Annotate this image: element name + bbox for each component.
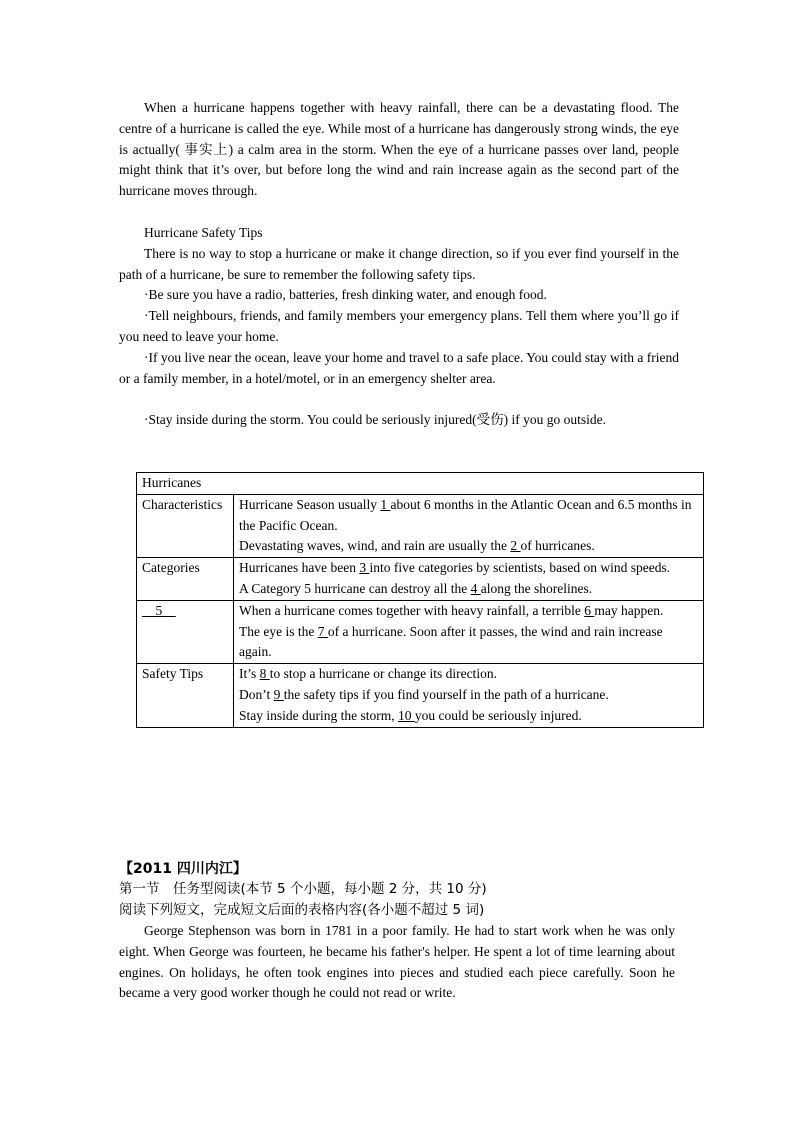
table-line xyxy=(239,622,698,664)
hurricane-table xyxy=(136,472,704,728)
passage-paragraph-2: There is no way to stop a hurricane or make it change direction, so if you ever find yourself in the path of a hurricane, be sure to remember the following safety tips. xyxy=(119,246,679,282)
source-year: 2011 xyxy=(133,861,172,877)
line-text: the safety tips if you find yourself in the path of a hurricane. xyxy=(283,686,609,702)
table-title-row xyxy=(137,473,704,495)
answer-blank-8[interactable]: 8 xyxy=(259,666,270,682)
table-content xyxy=(234,600,704,663)
passage-heading: Hurricane Safety Tips xyxy=(144,225,263,240)
line-text: to stop a hurricane or change its direction. xyxy=(269,666,497,682)
line-text: It’s xyxy=(239,666,260,682)
table-category: Categories xyxy=(137,558,234,601)
table-content xyxy=(234,664,704,727)
line-text: Devastating waves, wind, and rain are usually the xyxy=(239,538,511,554)
section-instruction-2: 阅读下列短文，完成短文后面的表格内容(各小题不超过 5 词) xyxy=(119,902,485,918)
answer-blank-6[interactable]: 6 xyxy=(584,602,595,618)
table-line xyxy=(239,601,698,622)
line-text: When a hurricane comes together with heavy rainfall, a terrible xyxy=(239,602,585,618)
line-text: about 6 months in the Atlantic Ocean and 6.5 months in the Pacific Ocean. xyxy=(239,496,692,533)
bracket-close: 】 xyxy=(232,861,247,877)
line-text: of a hurricane. Soon after it passes, the wind and rain increase again. xyxy=(239,623,663,660)
table-line xyxy=(239,664,698,685)
line-text: Hurricane Season usually xyxy=(239,496,381,512)
line-text: Hurricanes have been xyxy=(239,560,360,576)
answer-blank-9[interactable]: 9 xyxy=(273,686,284,702)
table-line xyxy=(239,558,698,579)
answer-blank-2[interactable]: 2 xyxy=(510,538,521,554)
section-paragraph-1: George Stephenson was born in 1781 in a poor family. He had to start work when he was only eight. When George was fourteen, he became his father's helper. He spent a lot of time learning about engines. On holidays, he often took engines into pieces and studied each piece carefully. Soon he became a very good worker though he could not read or write. xyxy=(119,923,675,1001)
line-text: Stay inside during the storm, xyxy=(239,707,398,723)
safety-tip-3: ·If you live near the ocean, leave your home and travel to a safe place. You could stay with a friend or a family member, in a hotel/motel, or in an emergency shelter area. xyxy=(119,350,679,386)
line-text: A Category 5 hurricane can destroy all the xyxy=(239,580,471,596)
line-text: into five categories by scientists, based on wind speeds. xyxy=(369,560,671,576)
table-row xyxy=(137,600,704,663)
table-row xyxy=(137,494,704,557)
line-text: along the shorelines. xyxy=(480,580,593,596)
table-title: Hurricanes xyxy=(137,473,704,495)
section-source-label xyxy=(119,858,247,878)
answer-blank-1[interactable]: 1 xyxy=(380,496,391,512)
answer-blank-3[interactable]: 3 xyxy=(359,560,370,576)
answer-blank-7[interactable]: 7 xyxy=(317,623,328,639)
answer-blank-4[interactable]: 4 xyxy=(470,580,481,596)
table-line xyxy=(239,536,698,557)
line-text: of hurricanes. xyxy=(520,538,595,554)
table-line xyxy=(239,685,698,706)
table-line xyxy=(239,579,698,600)
table-row xyxy=(137,558,704,601)
table-category-blank-5[interactable] xyxy=(137,600,234,663)
table-category: Safety Tips xyxy=(137,664,234,727)
table-line xyxy=(239,495,698,537)
answer-blank-5[interactable]: 5 xyxy=(142,602,176,618)
table-content xyxy=(234,494,704,557)
table-category: Characteristics xyxy=(137,494,234,557)
line-text: you could be seriously injured. xyxy=(414,707,582,723)
safety-tip-2: ·Tell neighbours, friends, and family members your emergency plans. Tell them where you’ll go if you need to leave your home. xyxy=(119,308,679,344)
table-content xyxy=(234,558,704,601)
line-text: The eye is the xyxy=(239,623,318,639)
bracket-open: 【 xyxy=(119,861,133,877)
safety-tip-1: ·Be sure you have a radio, batteries, fresh dinking water, and enough food. xyxy=(144,287,547,302)
section-instruction-1: 第一节 任务型阅读(本节 5 个小题，每小题 2 分，共 10 分) xyxy=(119,881,487,897)
answer-blank-10[interactable]: 10 xyxy=(398,707,415,723)
line-text: Don’t xyxy=(239,686,274,702)
source-place: 四川内江 xyxy=(171,861,233,877)
table-row xyxy=(137,664,704,727)
passage-paragraph-1: When a hurricane happens together with heavy rainfall, there can be a devastating flood. The centre of a hurricane is called the eye. While most of a hurricane has dangerously strong winds, the eye is actually( 事实上) a calm area in the storm. When the eye of a hurricane passes over land, people might think that it’s over, but before long the wind and rain increase again as the second part of the hurricane moves through. xyxy=(119,100,679,199)
line-text: may happen. xyxy=(594,602,664,618)
safety-tip-4: ·Stay inside during the storm. You could be seriously injured(受伤) if you go outside. xyxy=(144,412,606,427)
table-line xyxy=(239,706,698,727)
